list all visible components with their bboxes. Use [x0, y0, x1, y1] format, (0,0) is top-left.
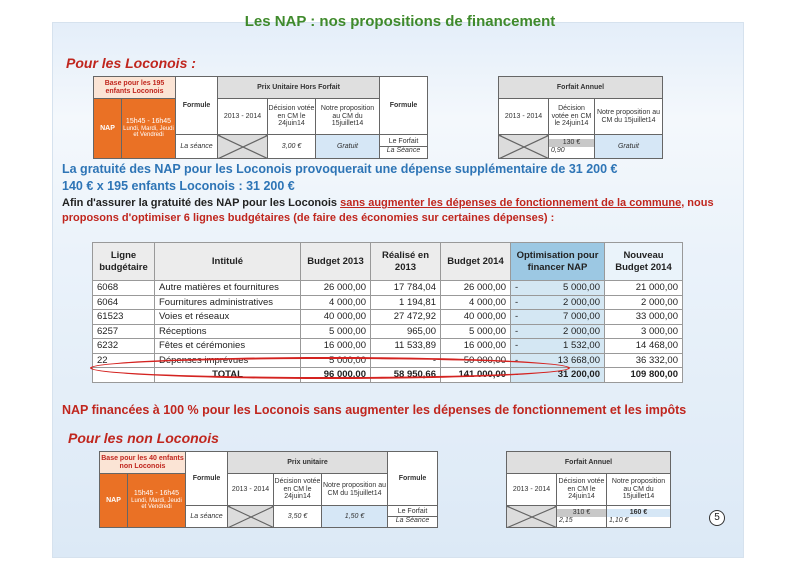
cell-nouveau: 21 000,00 [605, 281, 683, 296]
cell-b2013: 5 000,00 [301, 324, 371, 339]
nap2-label: NAP [100, 474, 128, 528]
section-non-loconois-heading: Pour les non Loconois [68, 430, 219, 446]
le-forfait2-label: Le Forfait [397, 508, 428, 516]
conclusion: NAP financées à 100 % pour les Loconois sans augmenter les dépenses de fonctionnement et les impôts [62, 403, 687, 417]
base2-label: Base pour les 40 enfants non Loconois [100, 452, 186, 474]
col-decision: Décision votée en CM le 24juin14 [268, 99, 316, 135]
cell-ligne: 6232 [93, 339, 155, 354]
total-b2014: 141 000,00 [441, 368, 511, 383]
cell-b2014: 4 000,00 [441, 295, 511, 310]
cell-opt-value: 2 000,00 [563, 296, 600, 308]
non-loconois-forfait-table [506, 451, 671, 528]
forfait2-decision-value: 310 € [557, 509, 606, 517]
cell-ligne: 61523 [93, 310, 155, 325]
base-label: Base pour les 195 enfants Loconois [94, 77, 176, 99]
cell-b2013: 16 000,00 [301, 339, 371, 354]
total-r2013: 58 950,66 [371, 368, 441, 383]
cell-b2014: 26 000,00 [441, 281, 511, 296]
gratuite-statement: La gratuité des NAP pour les Loconois provoquerait une dépense supplémentaire de 31 200 € [62, 162, 618, 176]
cost-calculation: 140 € x 195 enfants Loconois : 31 200 € [62, 179, 295, 193]
cell-r2013: 11 533,89 [371, 339, 441, 354]
page-title: Les NAP : nos propositions de financement [244, 13, 556, 30]
col2-2013: 2013 - 2014 [228, 474, 274, 506]
proposal-underlined: sans augmenter les dépenses de fonctionnement de la commune [340, 197, 682, 209]
forfait-per-session: 0,90 [551, 146, 565, 154]
cell-intitule: Voies et réseaux [155, 310, 301, 325]
cell-intitule: Fournitures administratives [155, 295, 301, 310]
budget-row [93, 281, 683, 296]
forfait2-col-proposition: Notre proposition au CM du 15juillet14 [607, 474, 671, 506]
decision2-value: 3,50 € [274, 506, 322, 528]
forfait-empty-cell [499, 135, 549, 159]
cell-nouveau: 14 468,00 [605, 339, 683, 354]
cell-opt-value: 5 000,00 [563, 282, 600, 294]
cell-opt-sign: - [515, 340, 519, 352]
total-label: TOTAL [155, 368, 301, 383]
col2-decision: Décision votée en CM le 24juin14 [274, 474, 322, 506]
forfait-decision-cell [549, 135, 595, 159]
la-seance2-label: La séance [186, 506, 228, 528]
proposal-text-1: Afin d'assurer la gratuité des NAP pour les Loconois [62, 197, 341, 209]
cell-r2013: 27 472,92 [371, 310, 441, 325]
cell-opt-value: 13 668,00 [557, 354, 600, 366]
forfait2-per-proposition: 1,10 € [609, 516, 629, 524]
formule-header-right: Formule [380, 77, 428, 135]
la-seance2-bottom-label: La Séance [388, 516, 437, 525]
header-realise-2013: Réalisé en 2013 [371, 243, 441, 281]
header-budget-2014: Budget 2014 [441, 243, 511, 281]
cell-b2014: 16 000,00 [441, 339, 511, 354]
formule2-header: Formule [186, 452, 228, 506]
nap-schedule [122, 99, 176, 159]
empty-cell [218, 135, 268, 159]
nap-label: NAP [94, 99, 122, 159]
loconois-forfait-table [498, 76, 663, 159]
forfait-col-proposition: Notre proposition au CM du 15juillet14 [595, 99, 663, 135]
cell-nouveau: 33 000,00 [605, 310, 683, 325]
forfait-col-decision: Décision votée en CM le 24juin14 [549, 99, 595, 135]
nap2-days: Lundi, Mardi, Jeudi et Vendredi [131, 497, 182, 511]
formule-header: Formule [176, 77, 218, 135]
budget-row [93, 324, 683, 339]
le-forfait-label: Le Forfait [388, 138, 419, 146]
loconois-pricing-table [93, 76, 428, 159]
cell-opt [511, 295, 605, 310]
forfait2-empty-cell [507, 506, 557, 528]
cell-ligne: 22 [93, 353, 155, 368]
forfait2-col-decision: Décision votée en CM le 24juin14 [557, 474, 607, 506]
cell-ligne: 6064 [93, 295, 155, 310]
header-nouveau-budget: Nouveau Budget 2014 [605, 243, 683, 281]
cell-opt [511, 324, 605, 339]
cell-ligne: 6068 [93, 281, 155, 296]
cell-r2013: 965,00 [371, 324, 441, 339]
forfait2-header: Forfait Annuel [507, 452, 671, 474]
cell-b2013: 5 000,00 [301, 353, 371, 368]
cell-opt-value: 1 532,00 [563, 340, 600, 352]
total-opt-value: 31 200,00 [557, 369, 600, 381]
cell-intitule: Fêtes et cérémonies [155, 339, 301, 354]
cell-opt-sign: - [515, 296, 519, 308]
nap2-schedule [128, 474, 186, 528]
cell-intitule: Dépenses imprévues [155, 353, 301, 368]
highlight-ellipse [90, 354, 570, 379]
cell-opt [511, 339, 605, 354]
cell-opt [511, 310, 605, 325]
total-opt-sign: - [515, 369, 519, 381]
nap-days: Lundi, Mardi, Jeudi et Vendredi [123, 125, 174, 139]
header-intitule: Intitulé [155, 243, 301, 281]
cell-intitule: Réceptions [155, 324, 301, 339]
header-ligne: Ligne budgétaire [93, 243, 155, 281]
cell-r2013: 17 784,04 [371, 281, 441, 296]
forfait2-proposition-cell [607, 506, 671, 528]
cell-opt-sign: - [515, 354, 519, 366]
nap-hours: 15h45 - 16h45 [125, 118, 172, 126]
nap2-hours: 15h45 - 16h45 [133, 490, 180, 498]
col2-proposition: Notre proposition au CM du 15juillet14 [322, 474, 388, 506]
forfait2-col-2013: 2013 - 2014 [507, 474, 557, 506]
decision-value: 3,00 € [268, 135, 316, 159]
forfait-col-2013: 2013 - 2014 [499, 99, 549, 135]
header-budget-2013: Budget 2013 [301, 243, 371, 281]
total-nouveau: 109 800,00 [605, 368, 683, 383]
proposition2-value: 1,50 € [322, 506, 388, 528]
forfait-seance-labels [380, 135, 428, 159]
forfait2-decision-cell [557, 506, 607, 528]
cell-b2013: 40 000,00 [301, 310, 371, 325]
empty2-cell [228, 506, 274, 528]
cell-nouveau: 2 000,00 [605, 295, 683, 310]
cell-opt-value: 7 000,00 [563, 311, 600, 323]
cell-opt-sign: - [515, 282, 519, 294]
forfait2-proposition-value: 160 € [607, 509, 670, 517]
proposal-paragraph [62, 196, 734, 226]
cell-b2014: 40 000,00 [441, 310, 511, 325]
cell-b2014: 50 000,00 [441, 353, 511, 368]
cell-opt-value: 2 000,00 [563, 325, 600, 337]
budget-row [93, 295, 683, 310]
header-optimisation: Optimisation pour financer NAP [511, 243, 605, 281]
proposal-text-2: , nous proposons d'optimiser 6 lignes budgétaires (de faire des économies sur certaines dépenses) : [62, 197, 714, 224]
forfait2-seance-labels [388, 506, 438, 528]
cell-b2013: 4 000,00 [301, 295, 371, 310]
cell-intitule: Autre matières et fournitures [155, 281, 301, 296]
cell-opt-sign: - [515, 311, 519, 323]
proposition-value: Gratuit [316, 135, 380, 159]
formule2-header-right: Formule [388, 452, 438, 506]
cell-nouveau: 3 000,00 [605, 324, 683, 339]
col-proposition: Notre proposition au CM du 15juillet14 [316, 99, 380, 135]
cell-b2013: 26 000,00 [301, 281, 371, 296]
col-2013: 2013 - 2014 [218, 99, 268, 135]
cell-opt-sign: - [515, 325, 519, 337]
cell-r2013: - [371, 353, 441, 368]
forfait-header: Forfait Annuel [499, 77, 663, 99]
forfait-proposition-value: Gratuit [595, 135, 663, 159]
total-b2013: 96 000,00 [301, 368, 371, 383]
forfait-value: 130 € [549, 139, 594, 147]
budget-row [93, 310, 683, 325]
section-loconois-heading: Pour les Loconois : [66, 55, 196, 71]
la-seance-bottom-label: La Séance [380, 146, 427, 155]
cell-b2014: 5 000,00 [441, 324, 511, 339]
la-seance-label: La séance [176, 135, 218, 159]
non-loconois-pricing-table [99, 451, 438, 528]
cell-ligne: 6257 [93, 324, 155, 339]
budget-row [93, 339, 683, 354]
cell-opt [511, 281, 605, 296]
cell-r2013: 1 194,81 [371, 295, 441, 310]
forfait2-per-decision: 2,15 [559, 516, 573, 524]
prix-unitaire-header: Prix Unitaire Hors Forfait [218, 77, 380, 99]
page-number: 5 [709, 510, 725, 526]
prix-unitaire2-header: Prix unitaire [228, 452, 388, 474]
cell-nouveau: 36 332,00 [605, 353, 683, 368]
